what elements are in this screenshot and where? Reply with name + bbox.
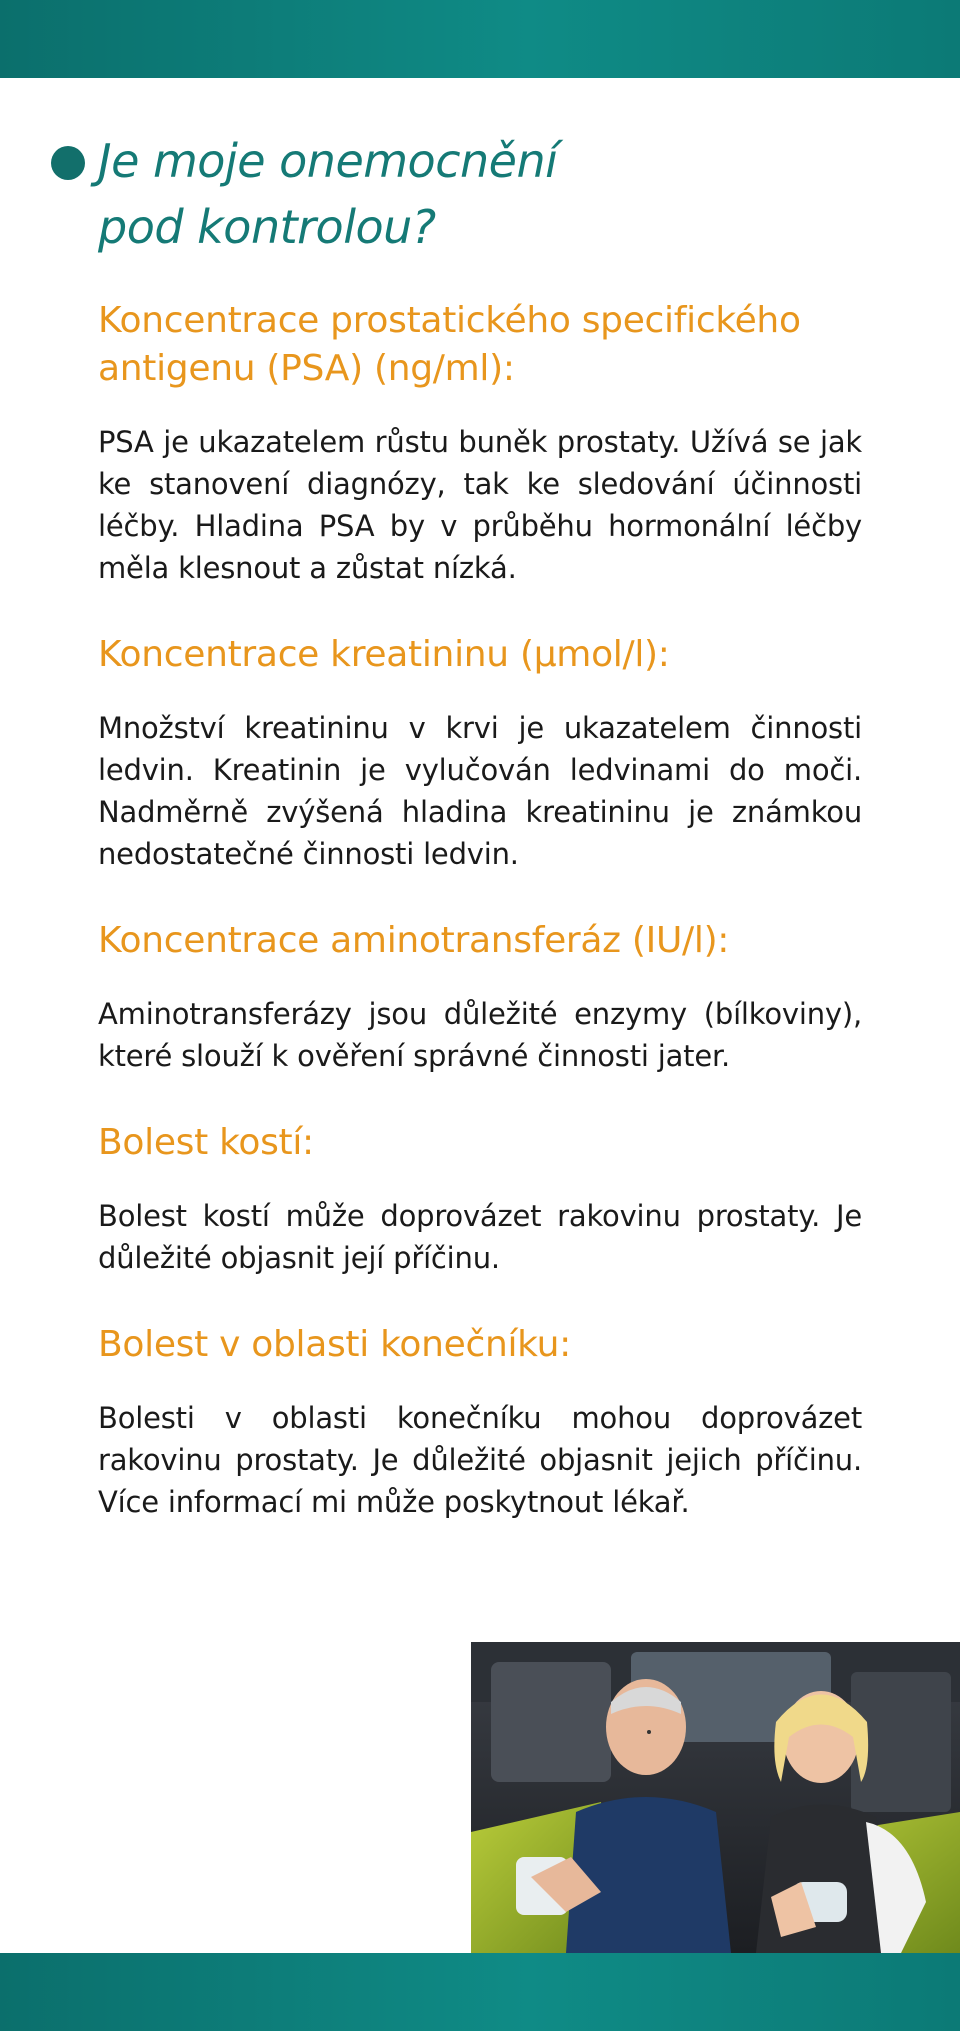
section-heading-aminotransferase: Koncentrace aminotransferáz (IU/l): bbox=[98, 920, 730, 961]
page-title bbox=[98, 128, 858, 260]
top-color-band bbox=[0, 0, 960, 78]
content-column bbox=[98, 297, 862, 1565]
section-text-creatinine: Množství kreatininu v krvi je ukazatelem činnosti ledvin. Kreatinin je vylučován ledvinami do moči. Nadměrně zvýšená hladina kreatininu je známkou nedostatečné činnosti ledvin. bbox=[98, 711, 862, 871]
section-creatinine bbox=[98, 631, 862, 875]
page-title-line-1: Je moje onemocnění bbox=[98, 134, 558, 188]
section-text-rectal-pain: Bolesti v oblasti konečníku mohou doprovázet rakovinu prostaty. Je důležité objasnit jejich příčinu. Více informací mi může poskytnout lékař. bbox=[98, 1401, 862, 1519]
couple-photo-illustration bbox=[471, 1642, 960, 1953]
bottom-color-band bbox=[0, 1953, 960, 2031]
section-text-bone-pain: Bolest kostí může doprovázet rakovinu prostaty. Je důležité objasnit její příčinu. bbox=[98, 1199, 862, 1275]
section-psa bbox=[98, 297, 862, 589]
section-rectal-pain bbox=[98, 1321, 862, 1523]
section-heading-bone-pain: Bolest kostí: bbox=[98, 1122, 314, 1163]
section-bone-pain bbox=[98, 1119, 862, 1279]
page-title-line-2: pod kontrolou? bbox=[98, 200, 436, 254]
bullet-dot bbox=[51, 146, 85, 180]
section-text-aminotransferase: Aminotransferázy jsou důležité enzymy (bílkoviny), které slouží k ověření správné činnosti jater. bbox=[98, 997, 862, 1073]
section-text-psa: PSA je ukazatelem růstu buněk prostaty. Užívá se jak ke stanovení diagnózy, tak ke sledování účinnosti léčby. Hladina PSA by v průběhu hormonální léčby měla klesnout a zůstat nízká. bbox=[98, 425, 862, 585]
section-heading-rectal-pain: Bolest v oblasti konečníku: bbox=[98, 1324, 571, 1365]
section-aminotransferase bbox=[98, 917, 862, 1077]
section-heading-psa: Koncentrace prostatického specifického antigenu (PSA) (ng/ml): bbox=[98, 300, 801, 389]
couple-photo bbox=[471, 1642, 960, 1953]
section-heading-creatinine: Koncentrace kreatininu (µmol/l): bbox=[98, 634, 670, 675]
